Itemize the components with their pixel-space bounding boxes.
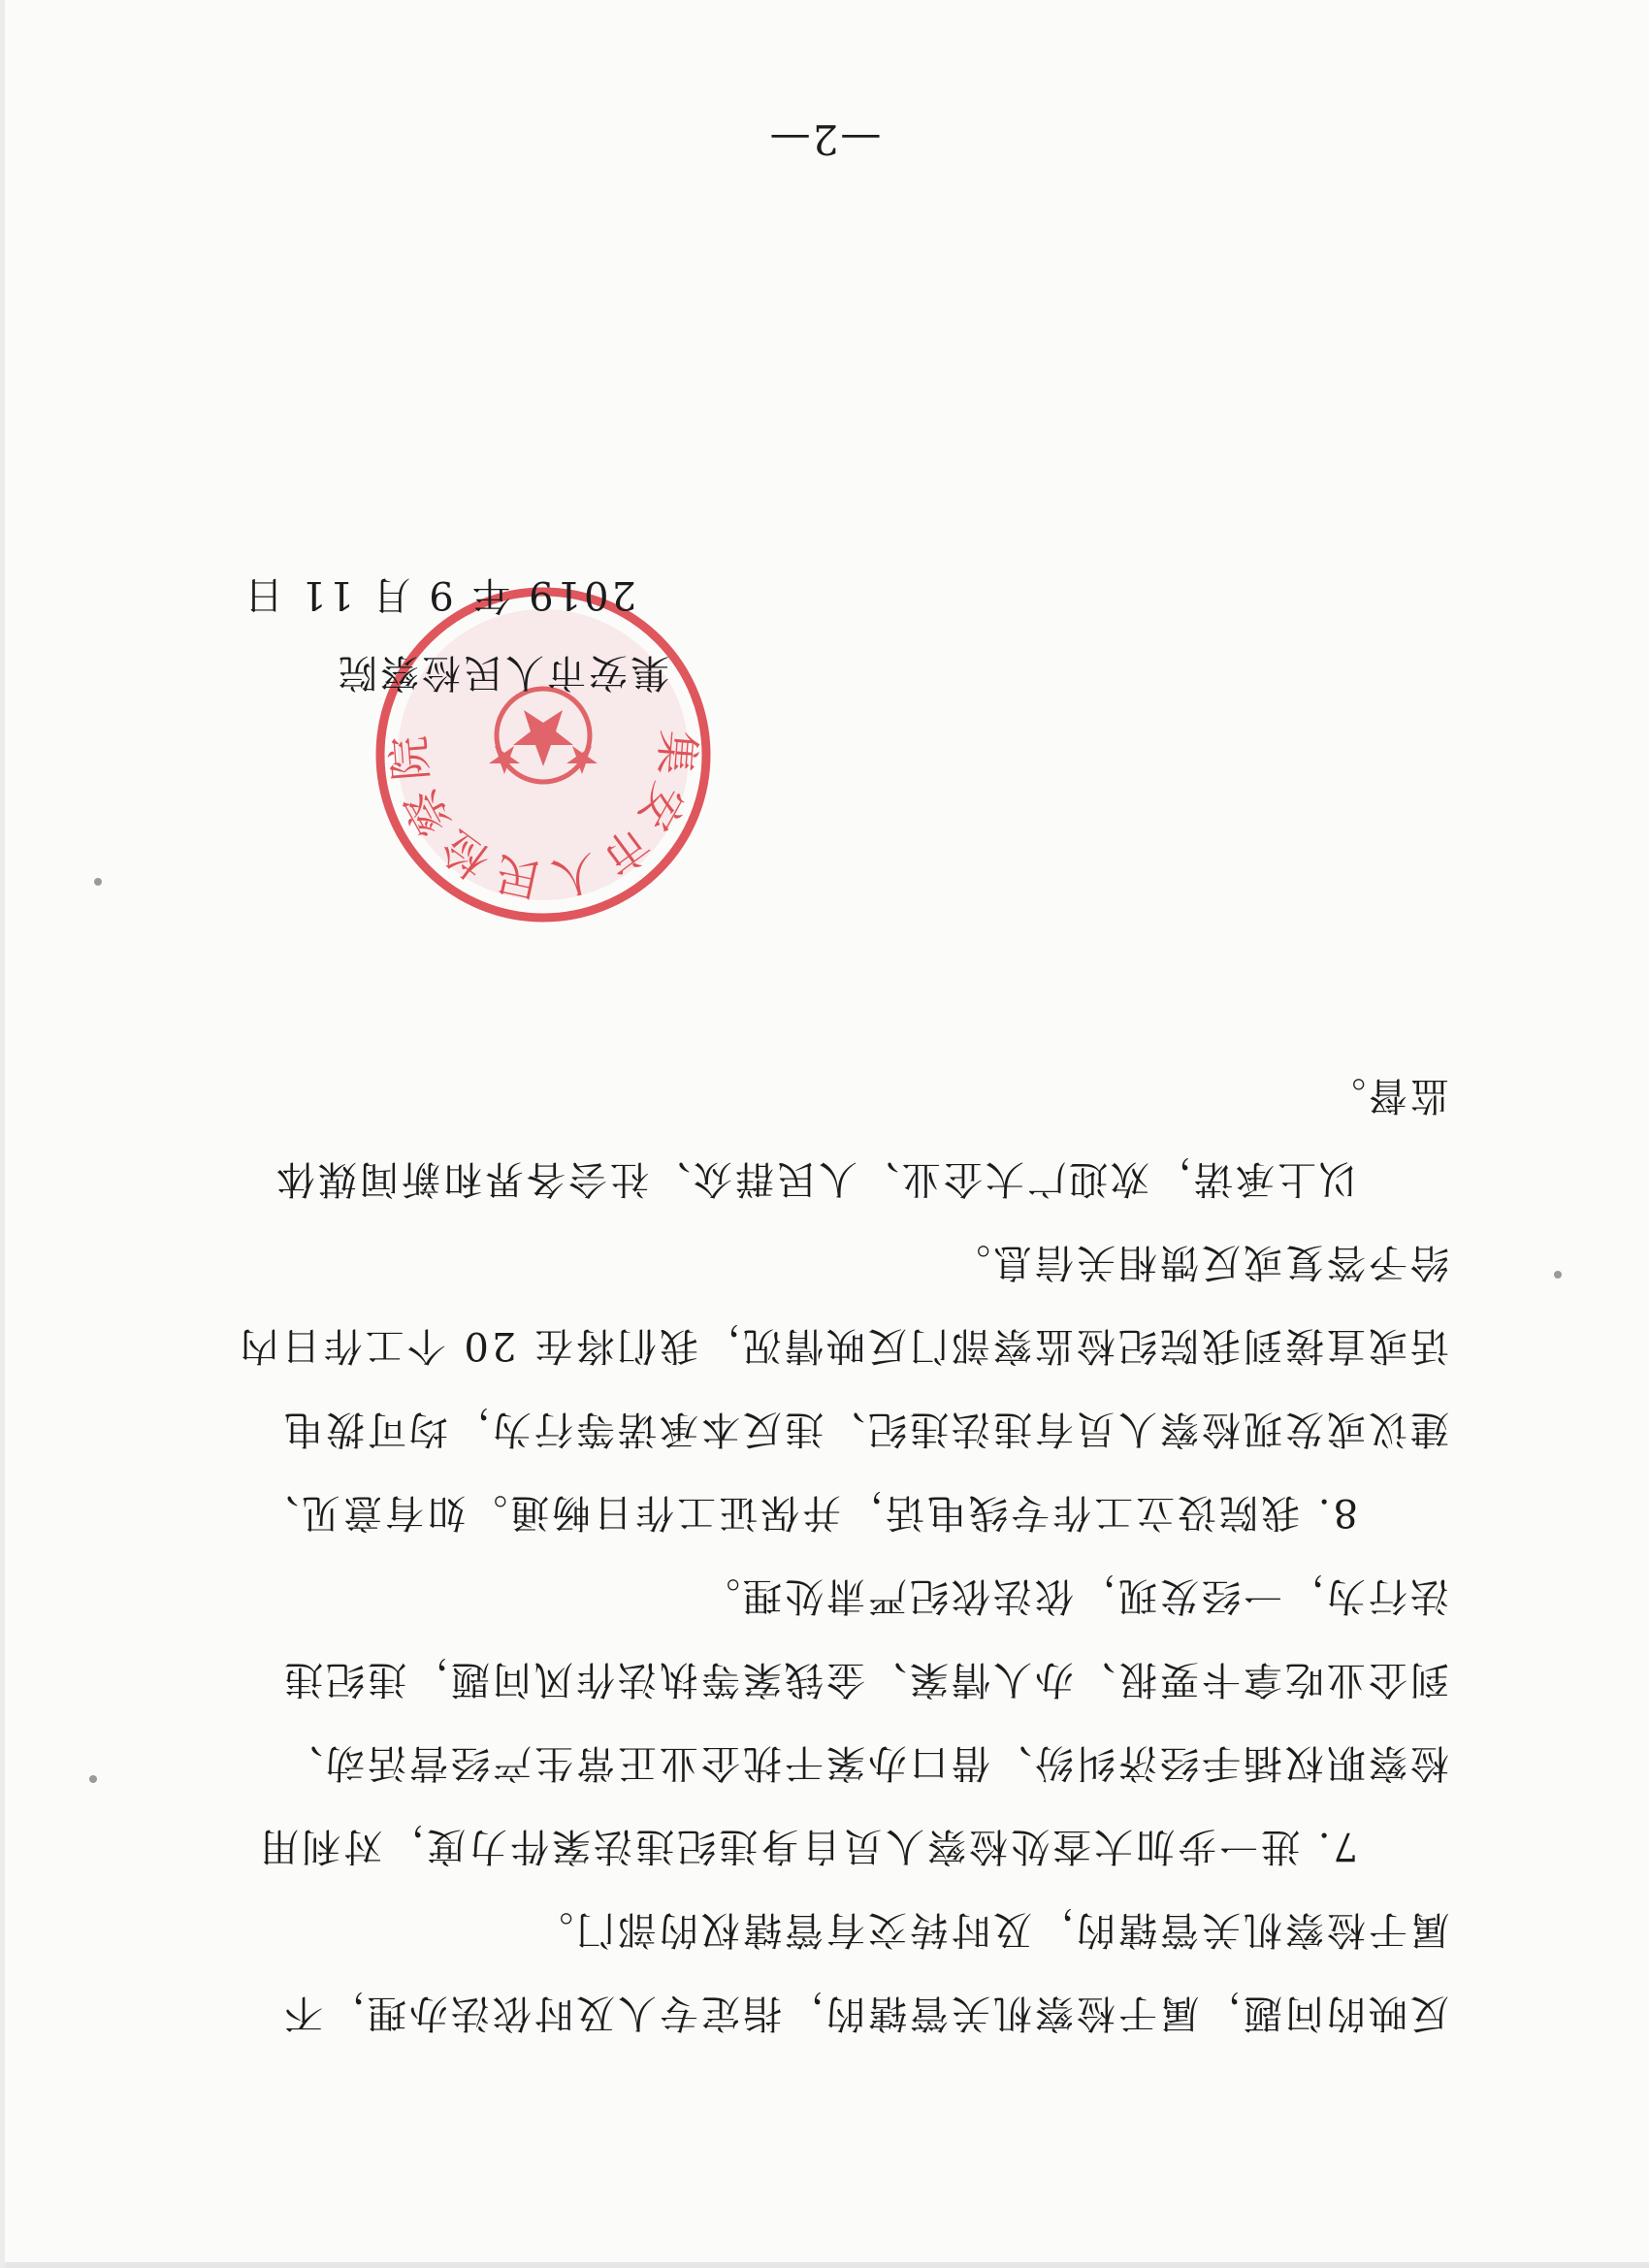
- scan-speck: [1554, 1271, 1562, 1279]
- paragraph-line: 建议或发现检察人员有违法违纪、违反本承诺等行为，均可拨电: [281, 1407, 1449, 1451]
- paragraph-line: 法行为，一经发现，依法依纪严肃处理。: [698, 1573, 1449, 1618]
- scan-edge: [0, 2262, 1649, 2268]
- seal-text: 集安市人民检察院: [381, 728, 705, 907]
- scan-speck: [94, 878, 102, 886]
- paragraph-line: 到企业吃拿卡要报、办人情案、金钱案等执法作风问题，违纪违: [281, 1657, 1449, 1701]
- signature-block: [242, 556, 669, 711]
- paragraph-line: 话或直接到我院纪检监察部门反映情况，我们将在 20 个工作日内: [237, 1323, 1449, 1368]
- page-number: —2—: [767, 115, 882, 163]
- signing-organization: 集安市人民检察院: [336, 650, 669, 695]
- paragraph-line: 给予答复或反馈相关信息。: [949, 1240, 1449, 1284]
- scan-edge: [0, 0, 5, 2268]
- paragraph-line: 检察职权插手经济纠纷、借口办案干扰企业正常生产经营活动、: [281, 1740, 1449, 1785]
- paragraph-line: 监督。: [1324, 1073, 1449, 1118]
- signing-date: 2019 年 9 月 11 日: [242, 572, 636, 617]
- paragraph-line: 以上承诺，欢迎广大企业、人民群众、社会各界和新闻媒体: [274, 1156, 1358, 1201]
- paragraph-line: 8. 我院设立工作专线电话，并保证工作日畅通。如有意见、: [257, 1490, 1358, 1535]
- paragraph-line: 反映的问题，属于检察机关管辖的，指定专人及时依法办理，不: [281, 1991, 1449, 2035]
- body-text: [188, 1053, 1449, 2055]
- scan-speck: [89, 1775, 97, 1783]
- paragraph-line: 属于检察机关管辖的，及时转交有管辖权的部门。: [532, 1907, 1449, 1952]
- paragraph-line: 7. 进一步加大查处检察人员自身违纪违法案件力度，对利用: [257, 1824, 1358, 1868]
